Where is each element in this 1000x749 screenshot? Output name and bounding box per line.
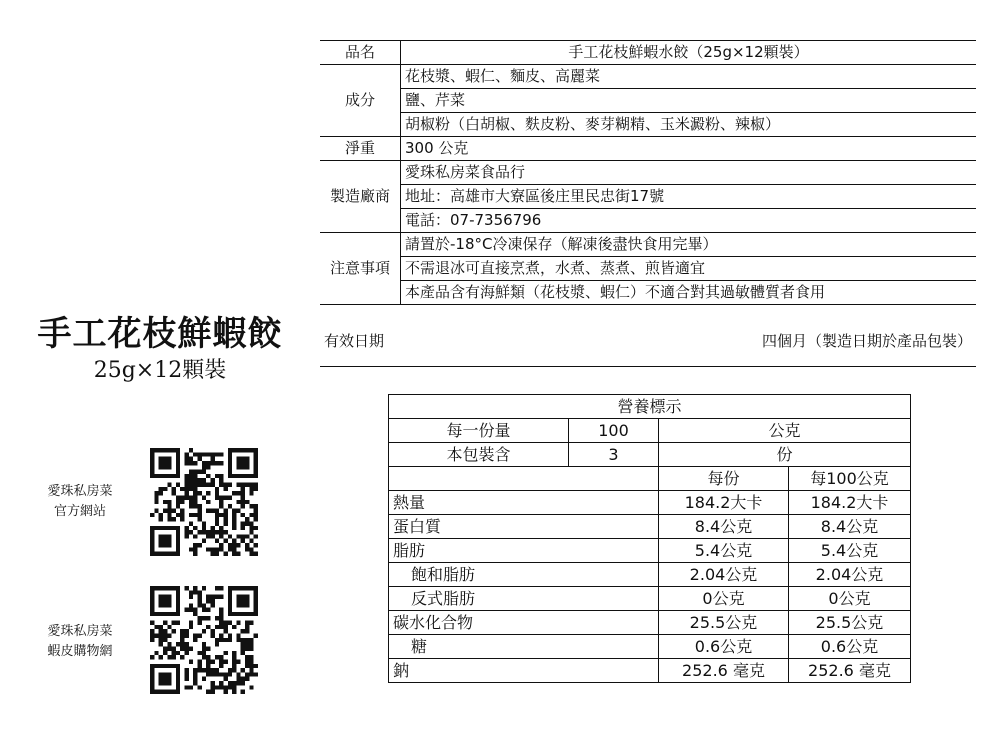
nutrient-row [389,611,911,635]
nutrient-per-100g: 252.6 毫克 [789,659,911,683]
nutrient-per-serving: 25.5公克 [659,611,789,635]
nutrient-name: 飽和脂肪 [389,563,659,587]
qr-label-official-site [20,482,140,522]
info-row-notes [320,233,976,257]
nutrition-servings-row [389,443,911,467]
info-maker-line: 電話：07-7356796 [401,209,977,233]
nutrient-name: 鈉 [389,659,659,683]
info-row-net-weight [320,137,976,161]
nutrient-row [389,563,911,587]
nutrient-name: 脂肪 [389,539,659,563]
product-info-table [320,40,976,305]
nutrient-per-serving: 8.4公克 [659,515,789,539]
serving-size-value: 100 [569,419,659,443]
nutrient-per-100g: 2.04公克 [789,563,911,587]
nutrient-row [389,539,911,563]
qr-label-shopee [20,622,140,662]
nutrient-per-serving: 2.04公克 [659,563,789,587]
nutrient-row [389,587,911,611]
serving-size-label: 每一份量 [389,419,569,443]
qr-label-line1: 愛珠私房菜 [47,484,113,499]
servings-per-pack-label: 本包裝含 [389,443,569,467]
qr-block-shopee [20,586,270,696]
info-label-maker: 製造廠商 [320,161,401,233]
info-label-ingredients: 成分 [320,65,401,137]
nutrient-per-serving: 5.4公克 [659,539,789,563]
nutrient-per-100g: 8.4公克 [789,515,911,539]
info-row-maker [320,161,976,185]
info-ingredient-line: 胡椒粉（白胡椒、麩皮粉、麥芽糊精、玉米澱粉、辣椒） [401,113,977,137]
info-row-name [320,41,976,65]
info-note-line: 不需退冰可直接烹煮，水煮、蒸煮、煎皆適宜 [401,257,977,281]
nutrient-row [389,515,911,539]
info-note-line: 本產品含有海鮮類（花枝漿、蝦仁）不適合對其過敏體質者食用 [401,281,977,305]
info-note-line: 請置於-18°C冷凍保存（解凍後盡快食用完畢） [401,233,977,257]
validity-divider [320,366,976,367]
nutrient-per-100g: 184.2大卡 [789,491,911,515]
nutrient-row [389,659,911,683]
info-label-name: 品名 [320,41,401,65]
info-maker-line: 愛珠私房菜食品行 [401,161,977,185]
serving-size-unit: 公克 [659,419,911,443]
product-title-block [20,312,300,386]
nutrient-per-100g: 0公克 [789,587,911,611]
qr-code-official-site[interactable] [150,448,258,556]
nutrition-title: 營養標示 [389,395,911,419]
qr-label-line2: 蝦皮購物網 [47,644,113,659]
nutrient-per-serving: 184.2大卡 [659,491,789,515]
nutrient-name: 糖 [389,635,659,659]
nutrition-title-row [389,395,911,419]
col-per-serving: 每份 [659,467,789,491]
validity-label: 有效日期 [324,332,385,350]
nutrition-table [388,394,911,683]
validity-row [320,328,976,358]
nutrition-header-blank [389,467,659,491]
nutrition-serving-row [389,419,911,443]
nutrient-row [389,491,911,515]
product-name: 手工花枝鮮蝦餃 [37,314,283,354]
nutrient-name: 熱量 [389,491,659,515]
nutrient-per-serving: 252.6 毫克 [659,659,789,683]
nutrient-name: 反式脂肪 [389,587,659,611]
nutrient-per-serving: 0.6公克 [659,635,789,659]
nutrient-per-100g: 5.4公克 [789,539,911,563]
info-maker-line: 地址：高雄市大寮區後庄里民忠街17號 [401,185,977,209]
info-row-ingredients [320,65,976,89]
col-per-100g: 每100公克 [789,467,911,491]
qr-code-shopee[interactable] [150,586,258,694]
qr-block-official-site [20,448,270,558]
info-value-name: 手工花枝鮮蝦水餃（25g×12顆裝） [401,41,977,65]
nutrient-row [389,635,911,659]
servings-per-pack-value: 3 [569,443,659,467]
product-spec: 25g×12顆裝 [93,358,227,383]
qr-label-line1: 愛珠私房菜 [47,624,113,639]
nutrition-header-row [389,467,911,491]
info-value-net-weight: 300 公克 [401,137,977,161]
info-label-net-weight: 淨重 [320,137,401,161]
nutrient-per-100g: 0.6公克 [789,635,911,659]
nutrient-per-100g: 25.5公克 [789,611,911,635]
nutrient-name: 蛋白質 [389,515,659,539]
servings-per-pack-unit: 份 [659,443,911,467]
qr-label-line2: 官方網站 [53,504,106,519]
info-label-notes: 注意事項 [320,233,401,305]
nutrient-per-serving: 0公克 [659,587,789,611]
info-ingredient-line: 鹽、芹菜 [401,89,977,113]
nutrient-name: 碳水化合物 [389,611,659,635]
info-ingredient-line: 花枝漿、蝦仁、麵皮、高麗菜 [401,65,977,89]
validity-value: 四個月（製造日期於產品包裝） [761,332,972,350]
